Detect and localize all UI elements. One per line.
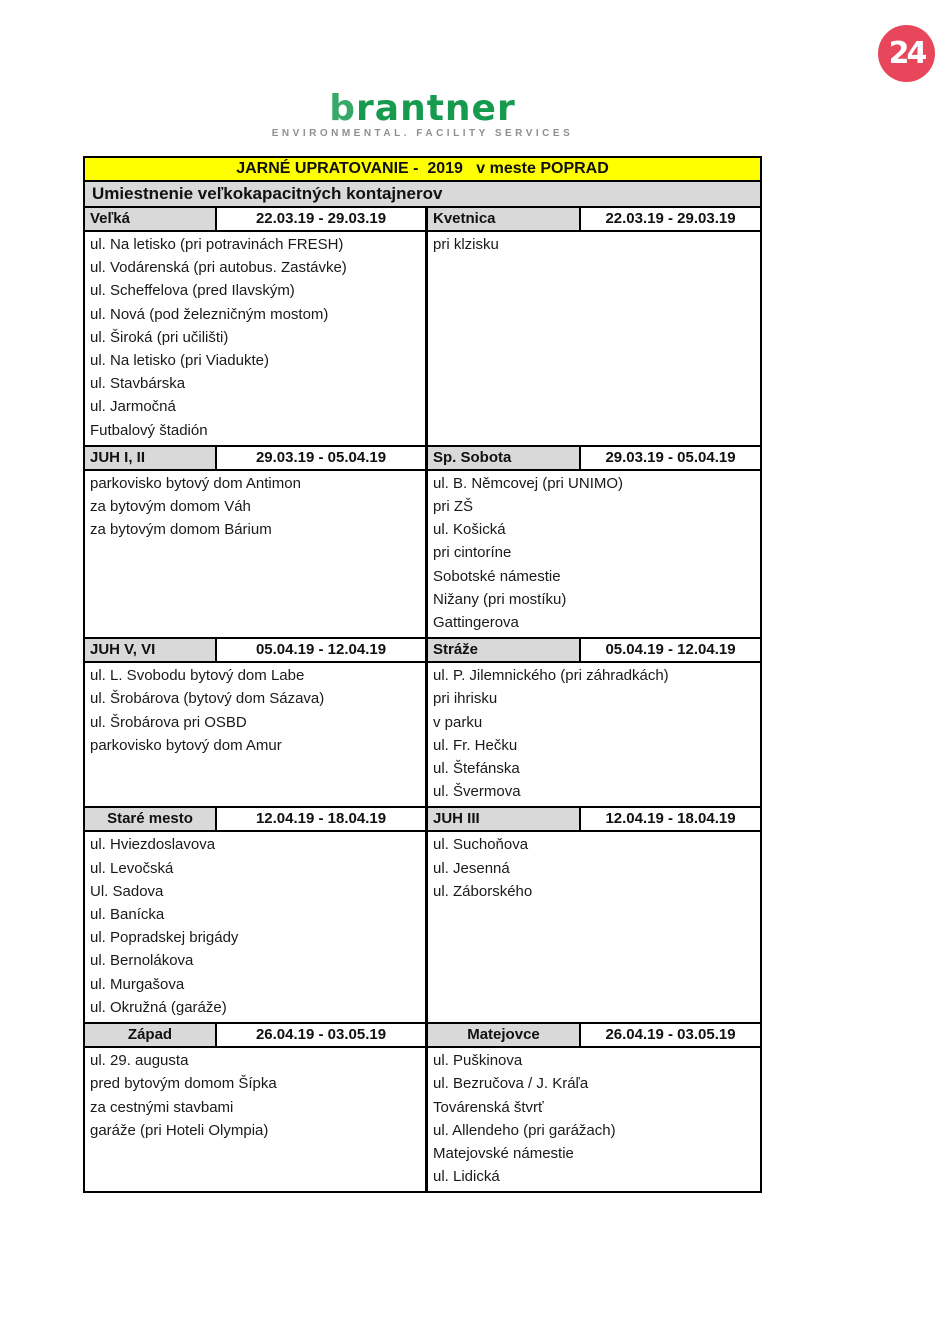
area-dates: 05.04.19 - 12.04.19 [217, 639, 428, 661]
area-dates: 29.03.19 - 05.04.19 [605, 448, 736, 466]
location-item: pri ZŠ [433, 498, 474, 516]
area-dates: 05.04.19 - 12.04.19 [605, 641, 736, 659]
location-item: ul. 29. augusta [90, 1052, 189, 1070]
location-item: ul. Puškinova [433, 1052, 523, 1070]
table-title: JARNÉ UPRATOVANIE - 2019 v meste POPRAD [85, 158, 760, 182]
location-item: garáže (pri Hoteli Olympia) [90, 1121, 269, 1139]
location-item: Nižany (pri mostíku) [433, 590, 567, 608]
area-dates: 26.04.19 - 03.05.19 [217, 1024, 428, 1046]
news24-badge: 24 [878, 25, 935, 82]
section-body-row [85, 471, 760, 639]
location-item: za cestnými stavbami [90, 1098, 234, 1116]
area-name: JUH III [428, 808, 581, 830]
location-list [85, 1048, 428, 1191]
area-dates: 12.04.19 - 18.04.19 [605, 810, 736, 828]
area-name: Sp. Sobota [428, 447, 581, 469]
location-item: Matejovské námestie [433, 1144, 574, 1162]
location-item: ul. Šrobárova pri OSBD [90, 713, 247, 731]
location-item: parkovisko bytový dom Amur [90, 736, 282, 754]
location-item: ul. Scheffelova (pred Ilavským) [90, 282, 295, 300]
section-header-row [85, 639, 760, 663]
location-item: ul. Allendeho (pri garážach) [433, 1121, 616, 1139]
location-item: ul. Na letisko (pri potravinách FRESH) [90, 236, 344, 253]
location-item: ul. Jesenná [433, 859, 510, 877]
location-list [85, 663, 428, 806]
brantner-logo [83, 88, 762, 139]
logo-rest: rantner [356, 88, 516, 129]
area-dates: 22.03.19 - 29.03.19 [217, 208, 428, 230]
location-item: ul. Vodárenská (pri autobus. Zastávke) [90, 259, 347, 277]
location-item: ul. P. Jilemnického (pri záhradkách) [433, 667, 669, 685]
area-dates: 12.04.19 - 18.04.19 [217, 808, 428, 830]
location-item: ul. Široká (pri učilišti) [90, 328, 229, 346]
area-name: JUH V, VI [85, 639, 217, 661]
location-item: Futbalový štadión [90, 421, 208, 439]
location-item: ul. Košická [433, 521, 506, 539]
section-body-row [85, 832, 760, 1024]
location-item: ul. Suchoňova [433, 836, 529, 854]
location-item: parkovisko bytový dom Antimon [90, 474, 301, 492]
location-item: pri ihrisku [433, 690, 498, 708]
location-item: za bytovým domom Bárium [90, 521, 272, 539]
location-item: ul. B. Němcovej (pri UNIMO) [433, 474, 624, 492]
area-dates: 26.04.19 - 03.05.19 [605, 1026, 736, 1044]
area-name: JUH I, II [85, 447, 217, 469]
location-item: Gattingerova [433, 614, 519, 632]
location-list [85, 232, 428, 445]
area-name: Stráže [428, 639, 581, 661]
location-item: pri klzisku [433, 236, 499, 253]
location-item: Sobotské námestie [433, 567, 561, 585]
location-item: ul. Záborského [433, 882, 533, 900]
location-item: ul. Stavbárska [90, 375, 186, 393]
area-name: Kvetnica [428, 208, 581, 230]
area-name: Západ [85, 1024, 217, 1046]
location-item: Ul. Sadova [90, 882, 164, 900]
logo-tagline: ENVIRONMENTAL. FACILITY SERVICES [271, 128, 574, 139]
section-body-row [85, 663, 760, 808]
logo-b-glyph: b [329, 88, 357, 129]
section-header-row [85, 808, 760, 832]
table-subtitle: Umiestnenie veľkokapacitných kontajnerov [85, 182, 760, 208]
location-list [428, 471, 760, 637]
location-item: ul. Jarmočná [90, 398, 176, 416]
location-list [428, 663, 760, 806]
location-item: v parku [433, 713, 483, 731]
location-item: pred bytovým domom Šípka [90, 1075, 277, 1093]
location-item: ul. Banícka [90, 906, 165, 924]
location-list [85, 832, 428, 1022]
location-list [428, 232, 760, 445]
section-header-row [85, 447, 760, 471]
location-list [428, 1048, 760, 1191]
location-item: ul. Štefánska [433, 760, 520, 778]
area-name: Veľká [85, 208, 217, 230]
area-name: Staré mesto [85, 808, 217, 830]
brantner-wordmark [329, 88, 516, 129]
schedule-table [83, 156, 762, 1193]
location-item: ul. Murgašova [90, 975, 185, 993]
area-name: Matejovce [428, 1024, 581, 1046]
location-item: ul. Fr. Hečku [433, 736, 518, 754]
location-item: ul. Lidická [433, 1168, 500, 1186]
location-item: pri cintoríne [433, 544, 512, 562]
area-dates: 29.03.19 - 05.04.19 [217, 447, 428, 469]
location-item: ul. Okružná (garáže) [90, 998, 227, 1016]
location-list [428, 832, 760, 1022]
location-item: ul. Švermova [433, 783, 521, 801]
location-item: ul. Hviezdoslavova [90, 836, 216, 854]
location-item: za bytovým domom Váh [90, 498, 251, 516]
location-item: ul. Nová (pod železničným mostom) [90, 305, 329, 323]
section-header-row [85, 208, 760, 232]
location-item: ul. Bernolákova [90, 952, 194, 970]
location-item: ul. Na letisko (pri Viadukte) [90, 352, 269, 370]
location-list [85, 471, 428, 637]
section-header-row [85, 1024, 760, 1048]
section-body-row [85, 1048, 760, 1191]
location-item: ul. Šrobárova (bytový dom Sázava) [90, 690, 325, 708]
location-item: ul. Levočská [90, 859, 174, 877]
location-item: ul. L. Svobodu bytový dom Labe [90, 667, 305, 685]
location-item: ul. Popradskej brigády [90, 929, 239, 947]
location-item: Továrenská štvrť [433, 1098, 544, 1116]
area-dates: 22.03.19 - 29.03.19 [605, 210, 736, 227]
section-body-row [85, 232, 760, 447]
location-item: ul. Bezručova / J. Kráľa [433, 1075, 589, 1093]
